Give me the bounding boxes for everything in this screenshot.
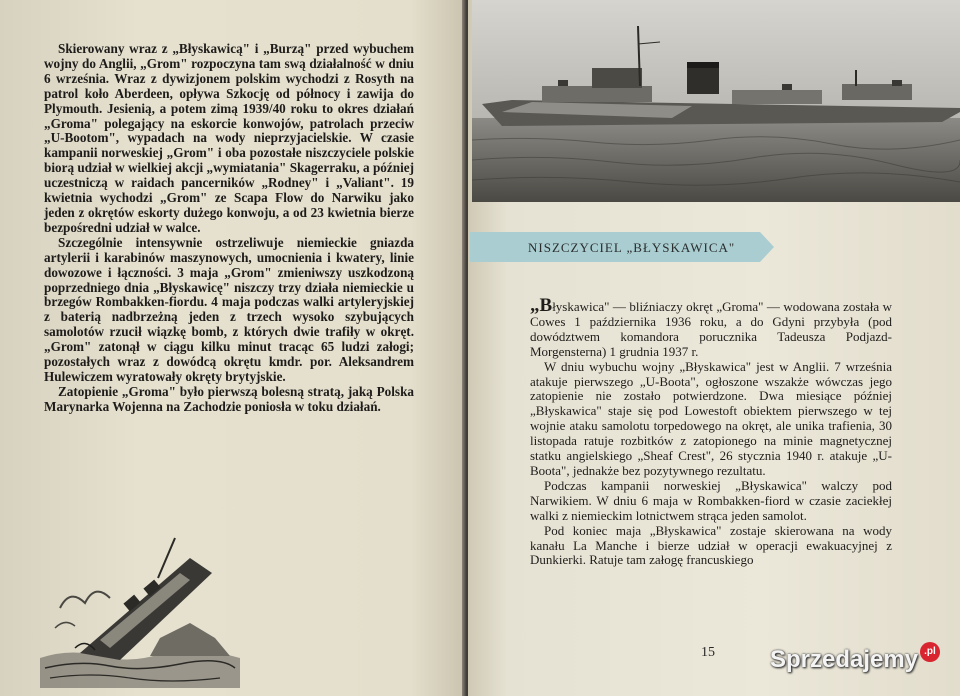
right-page-text bbox=[530, 295, 892, 568]
left-page bbox=[0, 0, 466, 696]
paragraph: Skierowany wraz z „Błyskawicą" i „Burzą" przed wybuchem wojny do Anglii, „Grom" rozpoczyna tam swą działalność w dniu 6 września. Wraz z dywizjonem polskim wychodzi z Rosyth na patrol koło Aberdeen, opływa Szkocję od północy i zawija do Plymouth. Jesienią, a potem zimą 1939/40 roku to okres działań „Groma" polegający na eskorcie konwojów, patrolach przeciw „U-Bootom", wypadach na wody nieprzyjacielskie. W czasie kampanii norweskiej „Grom" i oba pozostałe niszczyciele polskie biorą udział w wielkiej akcji „wymiatania" Skagerraku, a później uczestniczą w raidach pancerników „Rodney" i „Valiant". 19 kwietnia wychodzi „Grom" ze Scapa Flow do Narwiku jako jeden z okrętów eskorty dużego konwoju, a od 23 kwietnia bierze bezpośredni udział w walce. bbox=[44, 41, 414, 235]
sinking-ship-illustration bbox=[40, 528, 240, 688]
watermark-text: Sprzedajemy bbox=[770, 646, 919, 673]
paragraph: W dniu wybuchu wojny „Błyskawica" jest w Anglii. 7 września atakuje pierwszego „U-Boota", ogłoszone wszakże wówczas jego zatopienie nie zostało potwierdzone. Dwa miesiące później „Błyskawica" staje się pod Lowestoft obiektem pierwszego w tej wojnie ataku samolotu torpedowego na okręt, ale unika trafienia, 30 listopada ratuje rozbitków z zatopionego na minie magnetycznej statku angielskiego „Sheaf Crest", 26 stycznia 1940 r. atakuje „U-Boota", jednakże bez pozytywnego rezultatu. bbox=[530, 358, 892, 478]
paragraph: Zatopienie „Groma" było pierwszą bolesną stratą, jaką Polska Marynarka Wojenna na Zachodzie poniosła w toku działań. bbox=[44, 383, 414, 414]
left-page-text bbox=[44, 42, 414, 415]
watermark-badge: .pl bbox=[920, 642, 940, 662]
destroyer-photo bbox=[472, 0, 960, 202]
paragraph: Podczas kampanii norweskiej „Błyskawica" walczy pod Narwikiem. W dniu 6 maja w Rombakken-fiord w czasie zaciekłej walki z niemieckim lotnictwem strąca jeden samolot. bbox=[530, 477, 892, 523]
page-number: 15 bbox=[701, 645, 715, 660]
paragraph-text: łyskawica" — bliźniaczy okręt „Groma" — wodowana została w Cowes 1 października 1936 roku, a do Gdyni przybyła (pod dowództwem komandora porucznika Tadeusza Podjazd-Morgensterna) 1 grudnia 1937 r. bbox=[530, 299, 892, 359]
drop-cap: „B bbox=[530, 295, 553, 316]
paragraph: Szczególnie intensywnie ostrzeliwuje niemieckie gniazda artylerii i karabinów maszynowych, umocnienia i kwatery, linie dowozowe i łączności. 3 maja „Grom" zmieniwszy uszkodzoną poprzedniego dnia „Błyskawicę" niszczy trzy działa niemieckie u brzegów Rombakken-fiordu. 4 maja podczas walki artyleryjskiej z baterią nadbrzeżną jeden z trzech wysoko szybujących samolotów rzucił wiązkę bomb, z których dwie trafiły w okręt. „Grom" zatonął w ciągu kilku minut tracąc 65 ludzi załogi; pozostałych wraz z dowódcą okrętu kmdr. por. Aleksandrem Hulewiczem wyratowały okręty brytyjskie. bbox=[44, 234, 414, 384]
paragraph: Pod koniec maja „Błyskawica" zostaje skierowana na wody kanału La Manche i bierze udział w operacji ewakuacyjnej z Dunkierki. Ratuje tam załogę francuskiego bbox=[530, 522, 892, 568]
paragraph bbox=[530, 295, 892, 360]
chapter-heading: NISZCZYCIEL „BŁYSKAWICA" bbox=[528, 240, 736, 255]
